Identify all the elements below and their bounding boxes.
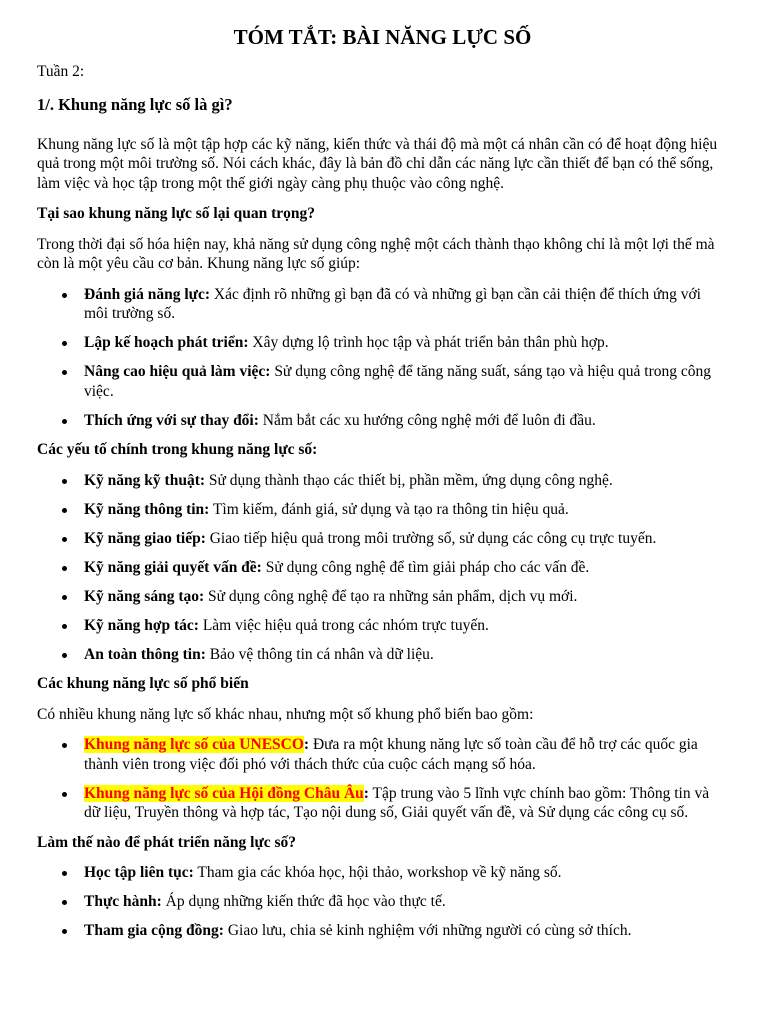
item-text: Nắm bắt các xu hướng công nghệ mới để luôn đi đầu.	[258, 411, 596, 429]
item-label: Kỹ năng kỹ thuật:	[84, 471, 206, 489]
why-list	[37, 285, 728, 431]
list-item	[84, 587, 728, 607]
frameworks-intro: Có nhiều khung năng lực số khác nhau, nhưng một số khung phổ biến bao gồm:	[37, 705, 534, 723]
item-text: Tham gia các khóa học, hội thảo, workshop về kỹ năng số.	[193, 864, 562, 881]
item-label: Đánh giá năng lực:	[84, 285, 211, 303]
item-label: Kỹ năng thông tin:	[84, 500, 210, 518]
develop-heading: Làm thế nào để phát triển năng lực số?	[37, 833, 297, 851]
item-text: Làm việc hiệu quả trong các nhóm trực tuyến.	[198, 616, 489, 634]
section-heading-what-is: 1/. Khung năng lực số là gì?	[37, 94, 233, 114]
item-label: Lập kế hoạch phát triển:	[84, 334, 249, 351]
list-item	[84, 411, 728, 431]
item-label: Kỹ năng sáng tạo:	[84, 587, 205, 605]
item-text: Sử dụng công nghệ để tìm giải pháp cho các vấn đề.	[261, 558, 590, 576]
item-label: Kỹ năng giao tiếp:	[84, 529, 206, 547]
list-item	[84, 529, 728, 549]
elements-heading: Các yếu tố chính trong khung năng lực số:	[37, 441, 318, 458]
item-label: Kỹ năng hợp tác:	[84, 616, 199, 634]
week-label: Tuần 2:	[37, 63, 85, 80]
item-text: Sử dụng công nghệ để tăng năng suất, sáng tạo và hiệu quả trong công việc.	[84, 363, 712, 400]
elements-list	[37, 471, 728, 665]
highlighted-framework-name: Khung năng lực số của Hội đồng Châu Âu	[84, 784, 364, 802]
list-item	[84, 645, 728, 665]
list-item	[84, 735, 728, 774]
item-label: Nâng cao hiệu quả làm việc:	[84, 363, 271, 380]
list-item	[84, 863, 728, 883]
why-intro: Trong thời đại số hóa hiện nay, khả năng sử dụng công nghệ một cách thành thạo không chỉ là một lợi thế mà còn là một yêu cầu cơ bản. Khung năng lực số giúp:	[37, 235, 715, 272]
list-item	[84, 616, 728, 636]
list-item	[84, 921, 728, 941]
frameworks-heading: Các khung năng lực số phổ biến	[37, 675, 249, 692]
list-item	[84, 362, 728, 401]
list-item	[84, 333, 728, 353]
item-text: Sử dụng công nghệ để tạo ra những sản phẩm, dịch vụ mới.	[204, 587, 578, 605]
item-colon: :	[303, 736, 310, 753]
list-item	[84, 471, 728, 491]
item-text: Đưa ra một khung năng lực số toàn cầu để hỗ trợ các quốc gia thành viên trong việc đối phó với thách thức của cuộc cách mạng số hóa.	[84, 736, 698, 773]
definition-paragraph: Khung năng lực số là một tập hợp các kỹ năng, kiến thức và thái độ mà một cá nhân cần có để hoạt động hiệu quả trong một môi trường số. Nói cách khác, đây là bản đồ chỉ dẫn các năng lực cần thiết để bạn có thể sống, làm việc và học tập trong một thế giới ngày càng phụ thuộc vào công nghệ.	[37, 135, 718, 192]
item-text: Xác định rõ những gì bạn đã có và những gì bạn cần cải thiện để thích ứng với môi trường số.	[84, 285, 701, 322]
item-label: Tham gia cộng đồng:	[84, 922, 224, 939]
item-label: Học tập liên tục:	[84, 864, 194, 881]
highlighted-framework-name: Khung năng lực số của UNESCO	[84, 736, 304, 753]
why-heading: Tại sao khung năng lực số lại quan trọng?	[37, 205, 316, 222]
list-item	[84, 558, 728, 578]
list-item	[84, 784, 728, 823]
item-colon: :	[363, 784, 369, 802]
item-text: Áp dụng những kiến thức đã học vào thực tế.	[161, 893, 446, 910]
list-item	[84, 892, 728, 912]
item-text: Tìm kiếm, đánh giá, sử dụng và tạo ra thông tin hiệu quả.	[209, 500, 569, 518]
item-label: Thích ứng với sự thay đổi:	[84, 411, 259, 429]
item-text: Giao tiếp hiệu quả trong môi trường số, sử dụng các công cụ trực tuyến.	[205, 529, 657, 547]
list-item	[84, 285, 728, 324]
document-title: TÓM TẮT: BÀI NĂNG LỰC SỐ	[233, 25, 532, 49]
item-text: Bảo vệ thông tin cá nhân và dữ liệu.	[205, 645, 434, 663]
item-text: Xây dựng lộ trình học tập và phát triển bản thân phù hợp.	[248, 334, 609, 351]
item-text: Giao lưu, chia sẻ kinh nghiệm với những người có cùng sở thích.	[223, 922, 632, 939]
list-item	[84, 500, 728, 520]
item-label: Kỹ năng giải quyết vấn đề:	[84, 558, 262, 576]
item-label: An toàn thông tin:	[84, 645, 206, 663]
develop-list	[37, 863, 728, 941]
frameworks-list	[37, 735, 728, 823]
item-text: Tập trung vào 5 lĩnh vực chính bao gồm: Thông tin và dữ liệu, Truyền thông và hợp tác, Tạo nội dung số, Giải quyết vấn đề, và Sử dụng các công cụ số.	[84, 784, 710, 821]
item-label: Thực hành:	[84, 893, 162, 910]
item-text: Sử dụng thành thạo các thiết bị, phần mềm, ứng dụng công nghệ.	[205, 471, 613, 489]
